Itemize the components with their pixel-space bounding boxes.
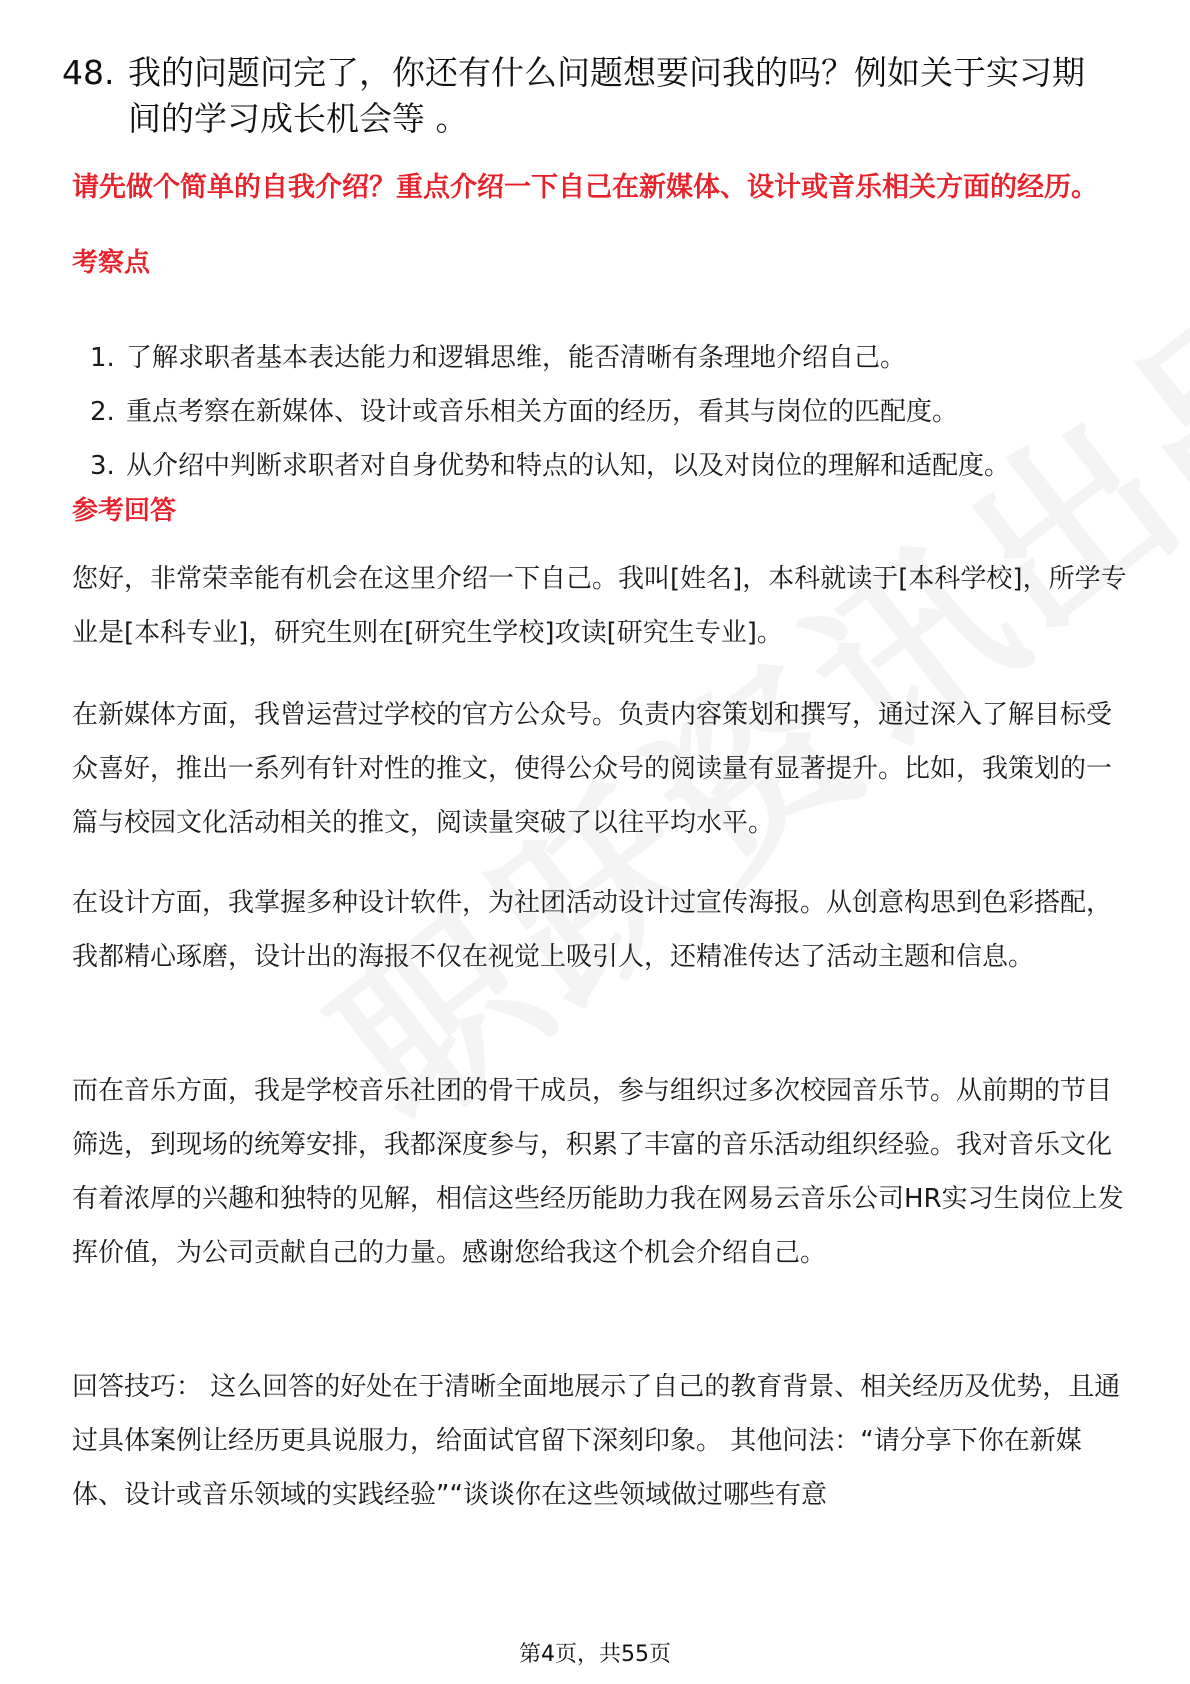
answer-paragraph-intro: 您好，非常荣幸能有机会在这里介绍一下自己。我叫[姓名]，本科就读于[本科学校]，所学专业是[本科专业]，研究生则在[研究生学校]攻读[研究生专业]。 xyxy=(72,564,1127,648)
answer-paragraph-music: 而在音乐方面，我是学校音乐社团的骨干成员，参与组织过多次校园音乐节。从前期的节目筛选，到现场的统筹安排，我都深度参与，积累了丰富的音乐活动组织经验。我对音乐文化有着浓厚的兴趣和独特的见解，相信这些经历能助力我在网易云音乐公司HR实习生岗位上发挥价值，为公司贡献自己的力量。感谢您给我这个机会介绍自己。 xyxy=(72,1076,1124,1268)
question-48 xyxy=(62,50,1112,142)
question-48-text: 我的问题问完了，你还有什么问题想要问我的吗？例如关于实习期间的学习成长机会等 。 xyxy=(128,53,1085,138)
answer-tips-paragraph: 回答技巧： 这么回答的好处在于清晰全面地展示了自己的教育背景、相关经历及优势，且通过具体案例让经历更具说服力，给面试官留下深刻印象。 其他问法：“请分享下你在新媒体、设计或音乐领域的实践经验”“谈谈你在这些领域做过哪些有意 xyxy=(72,1372,1121,1510)
list-item-number: 3. xyxy=(90,451,115,481)
list-item-text: 从介绍中判断求职者对自身优势和特点的认知，以及对岗位的理解和适配度。 xyxy=(126,451,1011,481)
list-item-number: 2. xyxy=(90,397,115,427)
list-item-text: 了解求职者基本表达能力和逻辑思维，能否清晰有条理地介绍自己。 xyxy=(126,343,907,373)
points-list xyxy=(72,338,1122,500)
section-heading-points: 考察点 xyxy=(72,248,151,278)
list-item-text: 重点考察在新媒体、设计或音乐相关方面的经历，看其与岗位的匹配度。 xyxy=(126,397,959,427)
list-item xyxy=(72,338,1122,392)
answer-paragraph-design: 在设计方面，我掌握多种设计软件，为社团活动设计过宣传海报。从创意构思到色彩搭配，我都精心琢磨，设计出的海报不仅在视觉上吸引人，还精准传达了活动主题和信息。 xyxy=(72,888,1113,972)
list-item-number: 1. xyxy=(90,343,115,373)
answer-paragraph-new-media: 在新媒体方面，我曾运营过学校的官方公众号。负责内容策划和撰写，通过深入了解目标受众喜好，推出一系列有针对性的推文，使得公众号的阅读量有显著提升。比如，我策划的一篇与校园文化活动相关的推文，阅读量突破了以往平均水平。 xyxy=(72,700,1113,838)
section-heading-answer: 参考回答 xyxy=(72,496,177,526)
question-title: 请先做个简单的自我介绍？重点介绍一下自己在新媒体、设计或音乐相关方面的经历。 xyxy=(72,172,1098,203)
list-item xyxy=(72,446,1122,500)
list-item xyxy=(72,392,1122,446)
question-48-number: 48. xyxy=(62,53,115,92)
page-footer: 第4页，共55页 xyxy=(519,1642,671,1667)
